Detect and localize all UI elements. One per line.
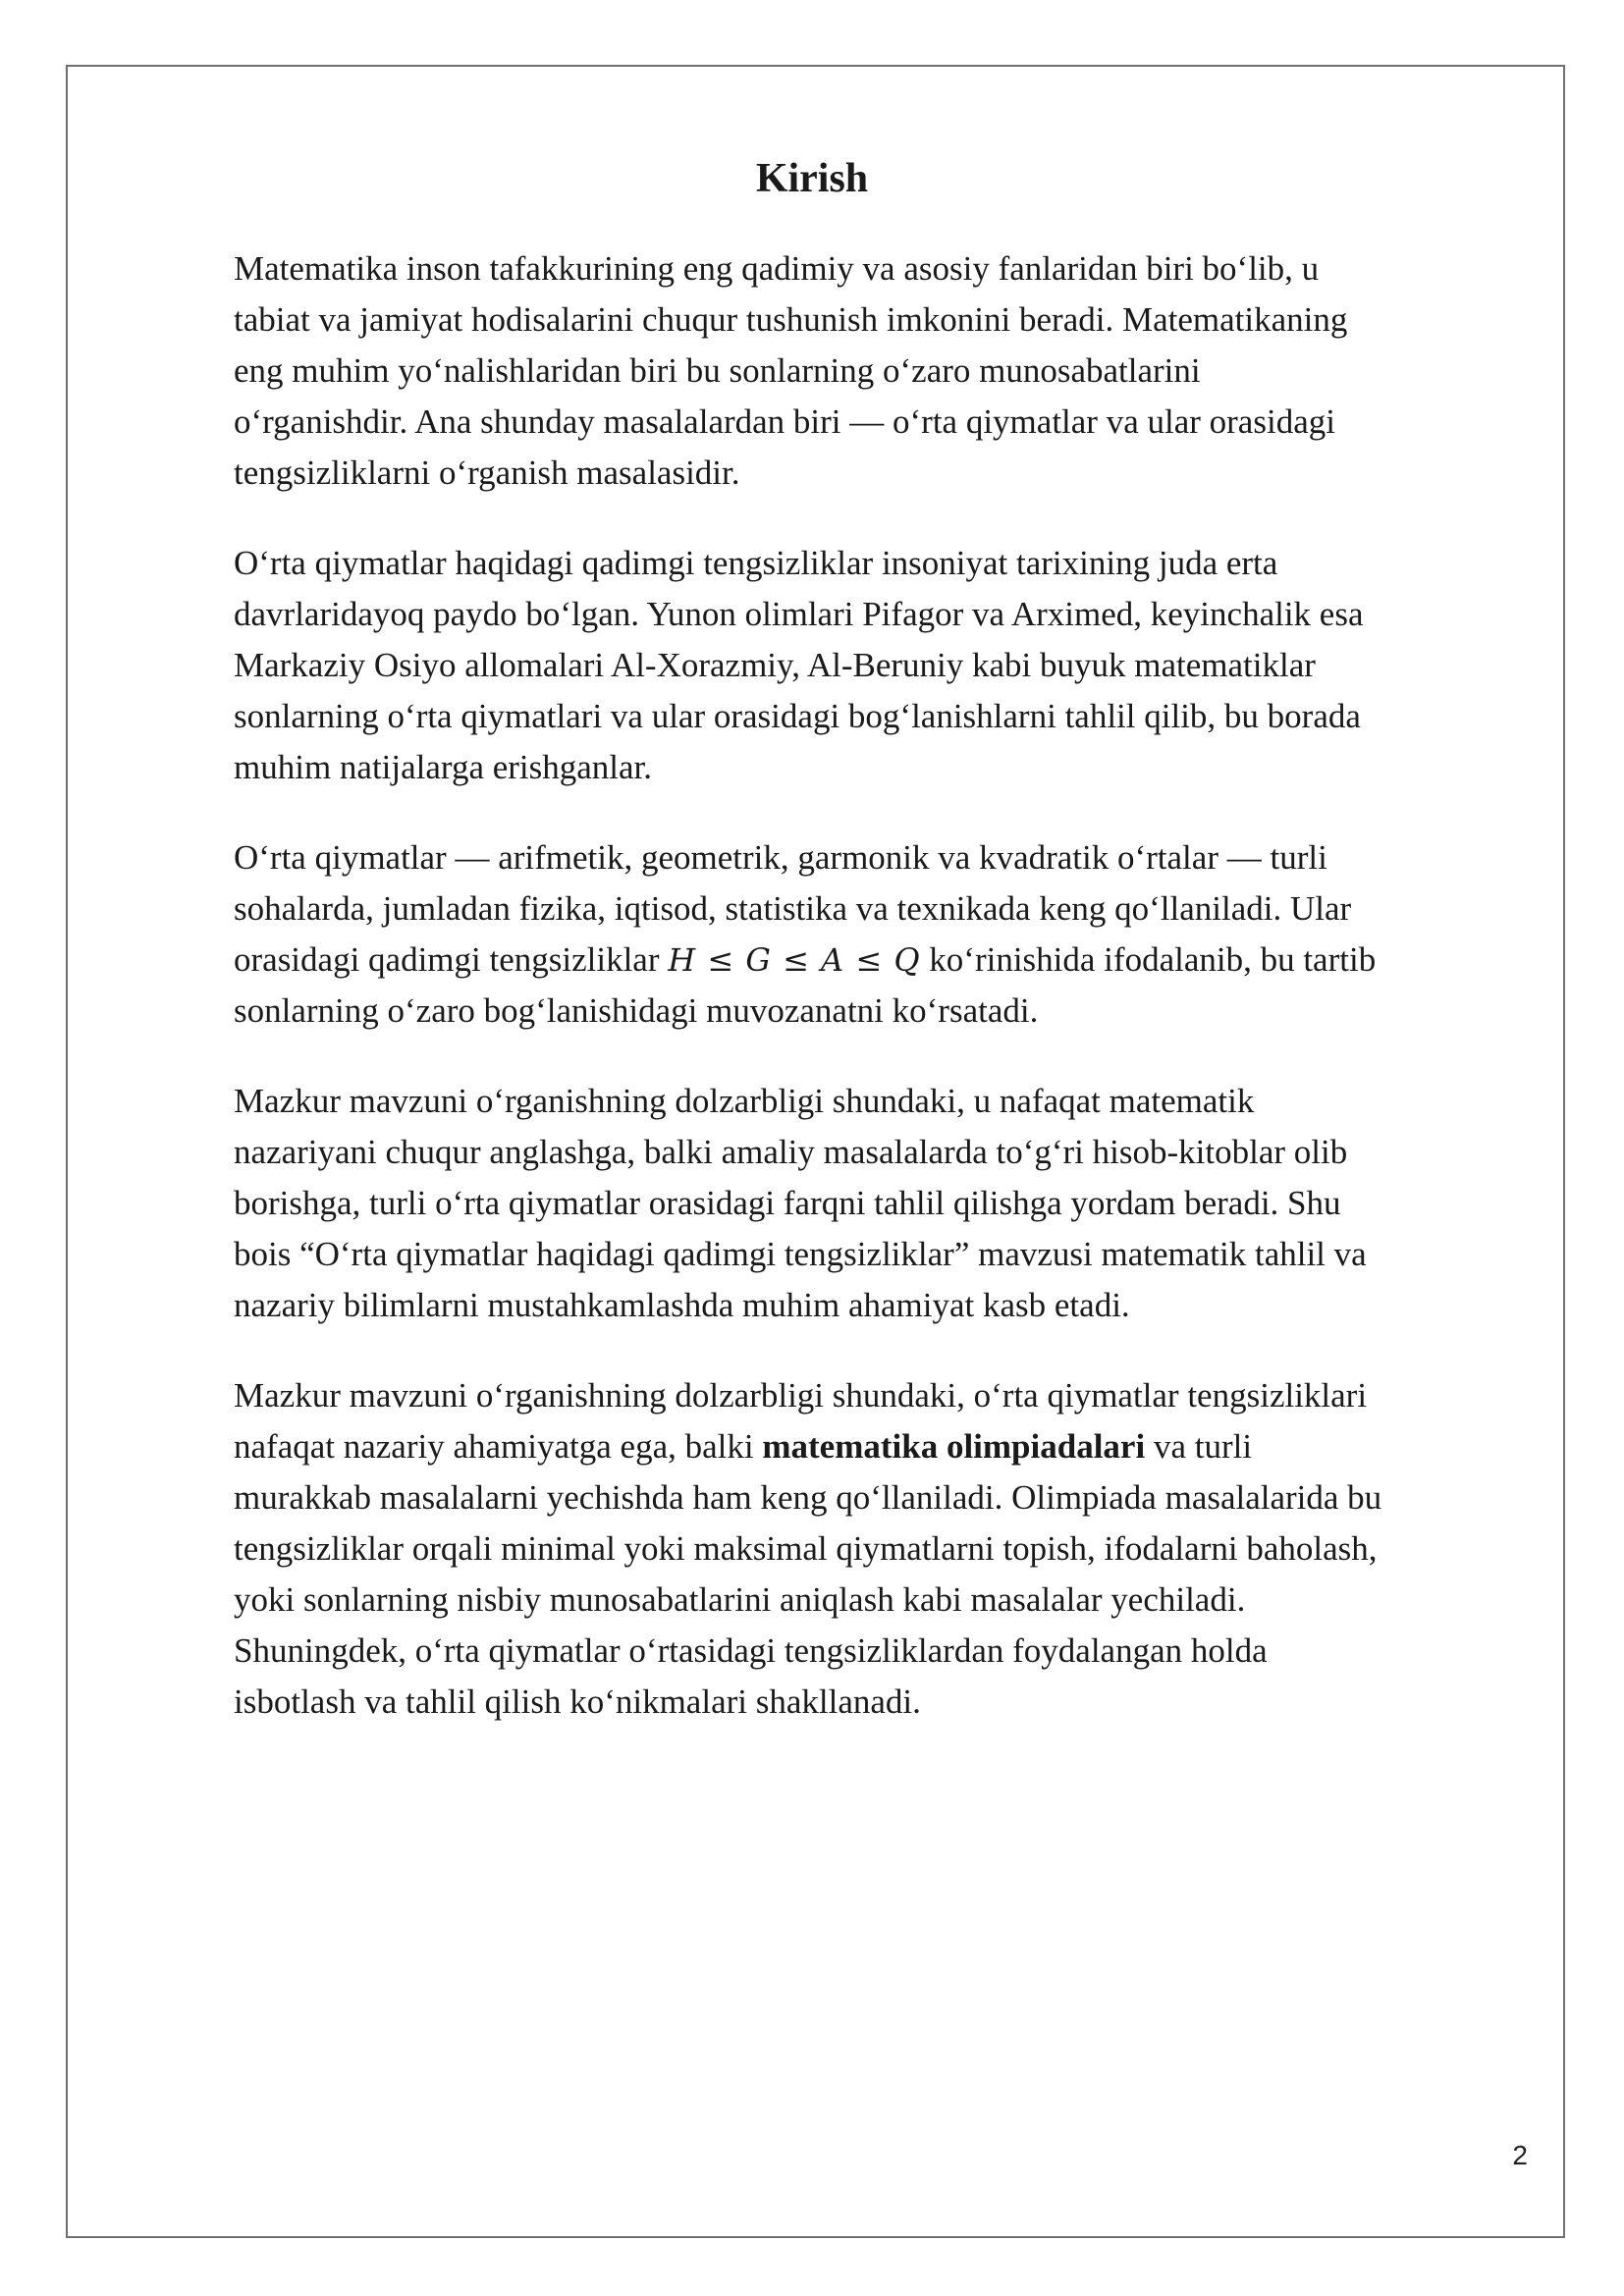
paragraph-line: eng muhim yo‘nalishlaridan biri bu sonlarning o‘zaro munosabatlarini: [234, 351, 1201, 390]
paragraph-line: nazariy bilimlarni mustahkamlashda muhim ahamiyat kasb etadi.: [234, 1286, 1130, 1324]
paragraph-line: nazariyani chuqur anglashga, balki amaliy masalalarda to‘g‘ri hisob-kitoblar olib: [234, 1133, 1348, 1171]
paragraph-line: O‘rta qiymatlar haqidagi qadimgi tengsizliklar insoniyat tarixining juda erta: [234, 544, 1278, 582]
paragraph-line: bois “O‘rta qiymatlar haqidagi qadimgi tengsizliklar” mavzusi matematik tahlil va: [234, 1235, 1367, 1273]
paragraph-line: sonlarning o‘zaro bog‘lanishidagi muvozanatni ko‘rsatadi.: [234, 991, 1039, 1030]
paragraph-line: Shuningdek, o‘rta qiymatlar o‘rtasidagi tengsizliklardan foydalangan holda: [234, 1631, 1268, 1670]
paragraph-3: [234, 832, 1530, 1037]
text-after-bold: va turli: [1145, 1427, 1253, 1466]
paragraph-line: o‘rganishdir. Ana shunday masalalardan biri — o‘rta qiymatlar va ular orasidagi: [234, 402, 1335, 441]
paragraph-line: sonlarning o‘rta qiymatlari va ular orasidagi bog‘lanishlarni tahlil qilib, bu borada: [234, 697, 1361, 735]
paragraph-line-with-bold: [234, 1421, 1530, 1472]
paragraph-line: sohalarda, jumladan fizika, iqtisod, statistika va texnikada keng qo‘llaniladi. Ular: [234, 889, 1352, 928]
paragraph-line: tengsizliklar orqali minimal yoki maksimal qiymatlarni topish, ifodalarni baholash,: [234, 1529, 1378, 1568]
inequality-formula: H ≤ G ≤ A ≤ Q: [668, 941, 921, 979]
paragraph-line: Matematika inson tafakkurining eng qadimiy va asosiy fanlaridan biri bo‘lib, u: [234, 249, 1320, 288]
paragraph-line: isbotlash va tahlil qilish ko‘nikmalari shakllanadi.: [234, 1682, 921, 1721]
text-after-formula: ko‘rinishida ifodalanib, bu tartib: [920, 940, 1377, 979]
text-before-bold: nafaqat nazariy ahamiyatga ega, balki: [234, 1427, 763, 1466]
paragraph-line: Markaziy Osiyo allomalari Al-Xorazmiy, Al-Beruniy kabi buyuk matematiklar: [234, 646, 1316, 684]
paragraph-line: tengsizliklarni o‘rganish masalasidir.: [234, 454, 740, 492]
paragraph-line-with-formula: [234, 934, 1530, 986]
paragraph-4: [234, 1076, 1530, 1331]
paragraph-line: Mazkur mavzuni o‘rganishning dolzarbligi shundaki, u nafaqat matematik: [234, 1082, 1255, 1120]
paragraph-line: davrlaridayoq paydo bo‘lgan. Yunon olimlari Pifagor va Arximed, keyinchalik esa: [234, 595, 1364, 633]
paragraph-line: borishga, turli o‘rta qiymatlar orasidagi farqni tahlil qilishga yordam beradi. Shu: [234, 1184, 1341, 1222]
page-title: Kirish: [755, 156, 869, 201]
paragraph-line: muhim natijalarga erishganlar.: [234, 748, 653, 786]
bold-phrase: matematika olimpiadalari: [762, 1427, 1146, 1466]
document-body: [234, 243, 1530, 1767]
paragraph-2: [234, 538, 1530, 793]
paragraph-line: O‘rta qiymatlar — arifmetik, geometrik, garmonik va kvadratik o‘rtalar — turli: [234, 838, 1327, 877]
page-number: 2: [1512, 2140, 1528, 2170]
paragraph-line: tabiat va jamiyat hodisalarini chuqur tushunish imkonini beradi. Matematikaning: [234, 300, 1348, 339]
paragraph-line: yoki sonlarning nisbiy munosabatlarini aniqlash kabi masalalar yechiladi.: [234, 1580, 1246, 1619]
paragraph-5: [234, 1370, 1530, 1728]
text-before-formula: orasidagi qadimgi tengsizliklar: [234, 940, 669, 979]
paragraph-line: murakkab masalalarni yechishda ham keng qo‘llaniladi. Olimpiada masalalarida bu: [234, 1478, 1382, 1517]
paragraph-1: [234, 243, 1530, 499]
paragraph-line: Mazkur mavzuni o‘rganishning dolzarbligi shundaki, o‘rta qiymatlar tengsizliklari: [234, 1376, 1368, 1415]
